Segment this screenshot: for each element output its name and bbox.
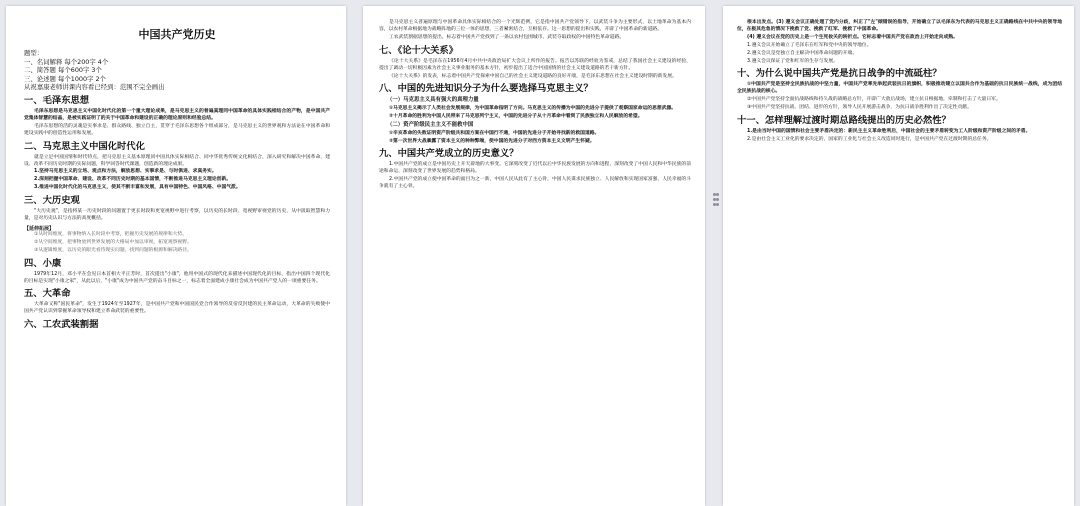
- paragraph: ①马克思主义揭示了人类社会发展规律，为中国革命指明了方向。马克思主义的传播为中国的先进分子提供了观察国家命运的思想武器。: [389, 105, 677, 111]
- document-page-1: [6, 6, 346, 506]
- paragraph: 毛泽东思想的活的灵魂是实事求是、群众路线、独立自主，贯穿于毛泽东思想各个组成部分，是马克思主义的世界观和方法论在中国革命和建设实践中的创造性运用和发展。: [24, 123, 330, 136]
- section-heading: 一、毛泽东思想: [24, 94, 90, 106]
- paragraph: 根本出发点。(3) 遵义会议正确处理了党内分歧，纠正了"左"倾错误的指导，开始确立了以毛泽东为代表的马克思主义正确路线在中共中央的领导地位，在极其危急的情况下挽救了党、挽救了红军、挽救了中国革命。: [737, 20, 1062, 32]
- paragraph: 1.坚持马克思主义的立场、观点和方法，解放思想、实事求是、与时俱进、求真务实。: [34, 169, 217, 175]
- paragraph: ②十月革命的胜利为中国人民带来了马克思列宁主义，中国的先进分子从十月革命中看到了民族独立和人民解放的希望。: [389, 113, 643, 119]
- paragraph: ①辛亥革命的失败证明资产阶级共和国方案在中国行不通，中国的先进分子开始寻找新的救国道路。: [389, 130, 600, 136]
- paragraph: 1.中国共产党的成立是中国历史上开天辟地的大事变。它深刻改变了近代以后中华民族发展的方向和进程，深刻改变了中国人民和中华民族的前途和命运，深刻改变了世界发展的趋势和格局。: [379, 162, 691, 175]
- extension-label: 【延伸拓展】: [24, 225, 55, 232]
- document-page-2: [363, 6, 705, 506]
- paragraph: ①中国共产党是坚持全民族抗战的中坚力量，中国共产党率先举起武装抗日的旗帜，积极推动建立以国共合作为基础的抗日民族统一战线，成为团结全民族抗战的核心。: [737, 82, 1062, 95]
- paragraph: 3.遵义会议保证了党和红军的生存与发展。: [747, 58, 838, 64]
- exam-format-line: 一、名词解释 每个200字 4个: [24, 57, 109, 66]
- exam-format-line: 二、简答题 每个600字 3个: [24, 66, 102, 75]
- exam-scope-note: 从祝嘉康老师讲课内容看已经到：范围不完全画出: [24, 83, 165, 92]
- subheading: （二）资产阶级民主主义不能救中国: [387, 122, 474, 129]
- paragraph: 1.是由当时中国的国情和社会主要矛盾决定的：新民主主义革命胜利后，中国社会的主要矛盾转变为工人阶级和资产阶级之间的矛盾。: [747, 129, 1031, 135]
- exam-format-line: 三、论述题 每个1000字 2个: [24, 74, 106, 83]
- section-heading: 七、《论十大关系》: [379, 44, 459, 56]
- paragraph: 毛泽东思想是马克思主义中国化时代化的第一个重大理论成果，是马克思主义的普遍真理同中国革命的具体实践相结合的产物，是中国共产党集体智慧的结晶，是被实践证明了的关于中国革命和建设的正确的理论原则和经验总结。: [24, 108, 330, 121]
- note-item: ①从时间维度，将事物纳入长时段中考察，把握历史发展的规律和大势。: [34, 231, 188, 237]
- section-heading: 十、为什么说中国共产党是抗日战争的中流砥柱？: [737, 68, 942, 80]
- paragraph: 2.遵义会议是党独立自主解决中国革命问题的开端。: [747, 50, 858, 56]
- section-heading: 二、马克思主义中国化时代化: [24, 140, 145, 152]
- paragraph: 工农武装割据思想的提出，标志着中国共产党找到了一条以农村包围城市、武装夺取政权的中国特色革命道路。: [389, 34, 625, 40]
- paragraph: 是马克思主义普遍原理与中国革命具体实际相结合的一个光辉范例，它是指中国共产党领导下，以武装斗争为主要形式，以土地革命为基本内容，以农村革命根据地为战略阵地的三位一体的思想，三者紧密结合，互相依存。这一思想的提出和实践，开辟了中国革命的新道路。: [379, 20, 691, 32]
- paragraph: 大革命又称"国民革命"，发生于1924年至1927年，是中国共产党和中国国民党合作领导的反帝反封建的民主革命运动，大革命的失败使中国共产党认识到掌握革命领导权和建立革命武装的重要性。: [24, 302, 330, 315]
- exam-format-label: 题型：: [24, 49, 44, 57]
- paragraph: 1.遵义会议开始确立了毛泽东在红军和党中央的领导地位。: [747, 42, 872, 48]
- section-heading: 十一、怎样理解过渡时期总路线提出的历史必然性？: [737, 115, 951, 127]
- paragraph: (4) 遵义会议在党的历史上是一个生死攸关的转折点。它标志着中国共产党在政治上开始走向成熟。: [747, 34, 958, 40]
- section-heading: 四、小康: [24, 257, 62, 269]
- page-splitter-handle[interactable]: [713, 193, 719, 215]
- paragraph: ③中国共产党坚持抗战、团结、进步的方针，领导人民开展游击战争，为抗日战争胜利作出了决定性贡献。: [747, 105, 972, 111]
- document-page-3: [723, 6, 1074, 506]
- note-item: ②从空间维度，把事物放到世界发展的大格局中加以审视，拓宽观察视野。: [34, 239, 192, 245]
- paragraph: ②第一次世界大战暴露了资本主义的种种弊端，使中国的先进分子对西方资本主义文明产生怀疑。: [389, 138, 595, 144]
- section-heading: 八、中国的先进知识分子为什么要选择马克思主义？: [379, 83, 593, 95]
- paragraph: 2.是由社会主义工业化的要求决定的，国家的工业化与社会主义改造同时进行，是中国共产党在过渡时期的总任务。: [747, 136, 992, 142]
- paragraph: 2.中国共产党的成立使中国革命的面目为之一新，中国人民从此有了主心骨，中国人民谋求民族独立、人民解放和实现国家富强、人民幸福的斗争就有了主心骨。: [379, 177, 691, 190]
- section-heading: 三、大历史观: [24, 195, 80, 207]
- paragraph: 1979年12月，邓小平在会见日本首相大平正芳时，首次提出"小康"，他用中国式的现代化来描述中国现代化的目标，指出中国四个现代化的目标是实现"小康之家"，从此以后，"小康"成为中国共产党的奋斗目标之一，标志着全面建成小康社会成为中国共产党人的一项重要任务。: [24, 271, 330, 284]
- document-title: 中国共产党历史: [138, 28, 216, 41]
- paragraph: "大历史观"，是指将某一历史时段的问题置于更长时段和更宽视野中进行考察，以历史的长时段、宽视野审视党的历史，从中汲取智慧和力量，是对历史认识与方法的高度概括。: [24, 209, 330, 222]
- subheading: （一）马克思主义具有强大的真理力量: [387, 97, 479, 104]
- paragraph: 就是立足中国国情和时代特点，把马克思主义基本原理同中国具体实际相结合、同中华优秀传统文化相结合，深入研究和解决中国革命、建设、改革不同历史时期的实际问题，科学回答时代课题，创造新的理论成果。: [24, 154, 330, 167]
- note-item: ③从逻辑维度，以历史的眼光看待现实问题，找到问题的根源和解决路径。: [34, 247, 192, 253]
- paragraph: 《论十大关系》的发表，标志着中国共产党探索中国自己的社会主义建设道路的良好开端，是毛泽东思想在社会主义建设时期的新发展。: [389, 73, 677, 79]
- section-heading: 五、大革命: [24, 288, 71, 300]
- paragraph: 2.深刻把握中国革命、建设、改革不同历史时期的基本国情，不断推进马克思主义理论创新。: [34, 177, 232, 183]
- paragraph: ②中国共产党坚持全面抗战路线和持久战的战略总方针，开辟广大敌后战场，建立抗日根据地，牵制和打击了大量日军。: [747, 97, 1001, 103]
- paragraph: 3.推进中国化时代化的马克思主义，使其不断丰富和发展，具有中国特色、中国风格、中国气派。: [34, 185, 241, 191]
- section-heading: 九、中国共产党成立的历史意义？: [379, 148, 519, 160]
- section-heading: 六、工农武装割据: [24, 319, 99, 331]
- paragraph: 《论十大关系》是毛泽东在1956年4月中共中央政治局扩大会议上所作的报告。报告以苏联的经验为鉴戒，总结了我国社会主义建设的经验，提出了调动一切积极因素为社会主义事业服务的基本方针，初步提出了适合中国国情的社会主义建设道路的若干新方针。: [379, 58, 691, 71]
